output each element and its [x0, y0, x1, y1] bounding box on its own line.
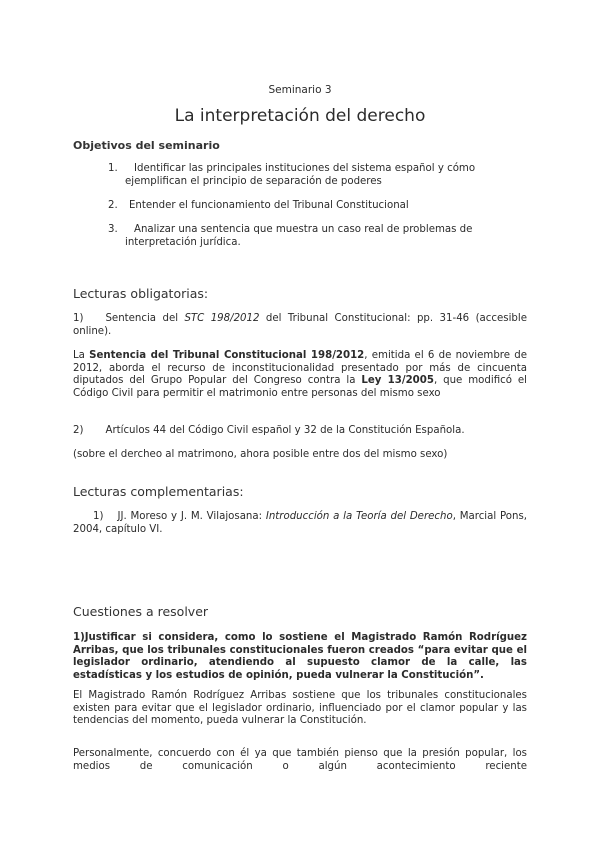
lectura-complementaria-1: 1) JJ. Moreso y J. M. Vilajosana: Introducción a la Teoría del Derecho, Marcial Pons, 2004, capítulo VI.: [73, 511, 528, 535]
objetivo-number: 2.: [108, 200, 118, 211]
objetivo-item-3: [108, 224, 528, 249]
page-title: La interpretación del derecho: [174, 106, 426, 126]
objetivos-heading: Objetivos del seminario: [73, 139, 220, 152]
objetivo-item-1: [108, 163, 528, 188]
objetivo-text-line: Entender el funcionamiento del Tribunal Constitucional: [129, 200, 409, 211]
lecturas-obligatorias-heading: Lecturas obligatorias:: [73, 286, 209, 301]
question-1: 1)Justificar si considera, como lo sostiene el Magistrado Ramón Rodríguez Arribas, que los tribunales constitucionales fueron creados “para evitar que el legislador ordinario, atendiendo al supuesto clamor de la calle, las estadísticas y los estudios de opinión, pueda vulnerar la Constitución”.: [73, 632, 527, 681]
objetivo-text-line: Analizar una sentencia que muestra un caso real de problemas de: [134, 224, 473, 235]
lectura-obligatoria-2: 2) Artículos 44 del Código Civil español y 32 de la Constitución Española.: [73, 425, 465, 436]
ley-bold: Ley 13/2005: [361, 375, 434, 386]
lectura-number: 2): [73, 425, 84, 436]
sentencia-bold: Sentencia del Tribunal Constitucional 198/2012: [89, 350, 365, 361]
cuestiones-heading: Cuestiones a resolver: [73, 604, 209, 619]
lectura-number: 1): [73, 313, 84, 324]
objetivo-text-line: interpretación jurídica.: [125, 236, 241, 248]
lecturas-complementarias-heading: Lecturas complementarias:: [73, 484, 244, 499]
sentencia-summary-paragraph: La Sentencia del Tribunal Constitucional 198/2012, emitida el 6 de noviembre de 2012, aborda el recurso de inconstitucionalidad presentado por más de cincuenta diputados del Grupo Popular del Congreso contra la Ley 13/2005, que modificó el Código Civil para permitir el matrimonio entre personas del mismo sexo: [73, 350, 528, 399]
lectura-number: 1): [93, 511, 104, 522]
objetivo-text-line: Identificar las principales instituciones del sistema español y cómo: [134, 163, 476, 174]
objetivo-number: 3.: [108, 224, 118, 235]
answer-paragraph-1: El Magistrado Ramón Rodríguez Arribas sostiene que los tribunales constitucionales existen para evitar que el legislador ordinario, influenciado por el clamor popular y las tendencias del momento, pueda vulnerar la Constitución.: [73, 690, 527, 726]
lectura-italic-title: Introducción a la Teoría del Derecho: [265, 511, 453, 522]
objetivo-item-2: [108, 200, 528, 213]
lectura-italic-title: STC 198/2012: [184, 313, 260, 324]
lectura-obligatoria-1: 1) Sentencia del STC 198/2012 del Tribunal Constitucional: pp. 31-46 (accesible online).: [73, 313, 527, 337]
objetivo-text-line: ejemplifican el principio de separación de poderes: [125, 175, 382, 187]
matrimonio-note: (sobre el dercheo al matrimono, ahora posible entre dos del mismo sexo): [73, 449, 448, 460]
objetivo-number: 1.: [108, 163, 118, 174]
seminar-subtitle: Seminario 3: [268, 84, 332, 96]
answer-paragraph-2: Personalmente, concuerdo con él ya que también pienso que la presión popular, los medios de comunicación o algún acontecimiento reciente: [73, 748, 527, 772]
